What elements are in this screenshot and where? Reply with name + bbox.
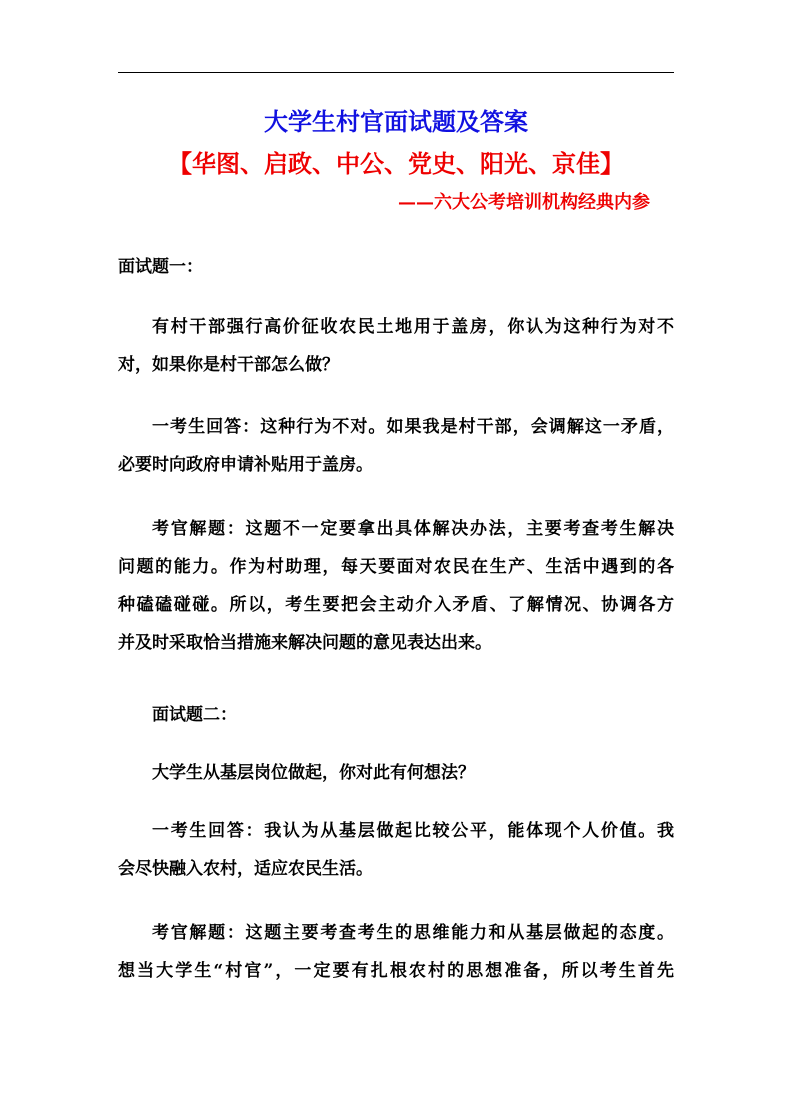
q2-question xyxy=(118,754,674,792)
q2-analysis-line-2: 想当大学生“村官”，一定要有扎根农村的思想准备，所以考生首先 xyxy=(118,961,674,981)
q1-heading xyxy=(118,248,674,286)
q1-answer-line-1: 一考生回答：这种行为不对。如果我是村干部，会调解这一矛盾， xyxy=(152,417,674,437)
q1-answer xyxy=(118,408,674,484)
q1-answer-line-2: 必要时向政府申请补贴用于盖房。 xyxy=(118,455,373,475)
q1-analysis-line-3: 种磕磕碰碰。所以，考生要把会主动介入矛盾、了解情况、协调各方 xyxy=(118,595,674,615)
q1-analysis-line-4: 并及时采取恰当措施来解决问题的意见表达出来。 xyxy=(118,633,492,653)
document-title: 大学生村官面试题及答案 xyxy=(264,107,528,136)
q1-heading-text: 面试题一： xyxy=(118,257,203,277)
q2-analysis xyxy=(118,914,674,990)
q2-heading xyxy=(118,696,674,734)
q1-analysis-line-1: 考官解题：这题不一定要拿出具体解决办法，主要考查考生解决 xyxy=(152,519,674,539)
q2-answer-line-1: 一考生回答：我认为从基层做起比较公平，能体现个人价值。我 xyxy=(152,821,674,841)
q1-analysis xyxy=(118,510,674,662)
q2-answer xyxy=(118,812,674,888)
q1-analysis-line-2: 问题的能力。作为村助理，每天要面对农民在生产、生活中遇到的各 xyxy=(118,557,674,577)
q2-answer-line-2: 会尽快融入农村，适应农民生活。 xyxy=(118,859,373,879)
q2-question-line-1: 大学生从基层岗位做起，你对此有何想法？ xyxy=(152,763,475,783)
q2-analysis-line-1: 考官解题：这题主要考查考生的思维能力和从基层做起的态度。 xyxy=(152,923,674,943)
q1-question xyxy=(118,308,674,384)
document-subtitle: ——六大公考培训机构经典内参 xyxy=(398,192,650,213)
q1-question-line-2: 对，如果你是村干部怎么做？ xyxy=(118,355,339,375)
q2-heading-text: 面试题二： xyxy=(152,705,237,725)
institutions-line: 【华图、启政、中公、党史、阳光、京佳】 xyxy=(168,149,624,178)
q1-question-line-1: 有村干部强行高价征收农民土地用于盖房，你认为这种行为对不 xyxy=(152,317,674,337)
header-rule xyxy=(118,72,674,73)
